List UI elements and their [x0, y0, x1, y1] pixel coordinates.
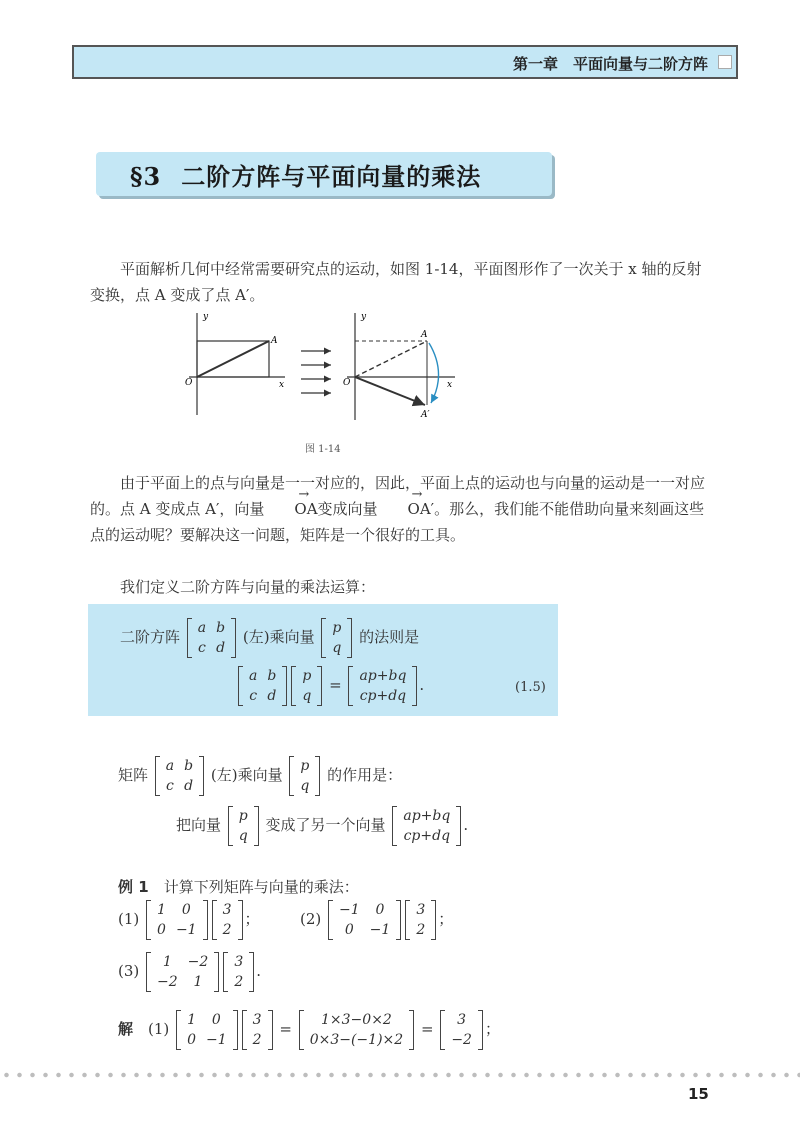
definition-mid: (左)乘向量 — [242, 628, 315, 646]
example-1-heading — [118, 876, 359, 897]
effect-mid: (左)乘向量 — [210, 766, 283, 784]
left-vector-oa — [197, 341, 269, 377]
solution-result: 3 −2 — [440, 1010, 483, 1050]
effect-result: ap+bq cp+dq — [392, 806, 461, 846]
footer-dots — [0, 1071, 800, 1079]
figure-caption: 图 1-14 — [305, 444, 341, 455]
example-matrix-3: 1 −2 −2 1 — [146, 952, 219, 992]
example-semi-1: ； — [244, 910, 260, 928]
right-vector-oa-prime — [355, 377, 425, 405]
left-a-label: A — [271, 336, 278, 346]
matrix-abcd: a b c d — [187, 618, 236, 658]
formula-vector: p q — [291, 666, 322, 706]
effect-line2-prefix: 把向量 — [176, 816, 222, 834]
reflection-arc — [429, 343, 439, 403]
paragraph-point-vector — [90, 470, 710, 548]
part-3-label: (3) — [118, 962, 140, 980]
equation-number: (1.5) — [515, 680, 546, 695]
example-vector-1: 3 2 — [212, 900, 243, 940]
right-a-prime-label: A′ — [421, 410, 430, 420]
vector-oa-prime: → OA′ — [378, 496, 435, 522]
example-label: 例 1 — [118, 878, 149, 896]
definition-intro: 我们定义二阶方阵与向量的乘法运算： — [120, 578, 376, 596]
effect-line2-end: . — [463, 816, 469, 834]
left-o-label: O — [185, 378, 193, 388]
header-decoration — [718, 55, 732, 69]
formula-result: ap+bq cp+dq — [348, 666, 417, 706]
intro-paragraph: 平面解析几何中经常需要研究点的运动，如图 1-14，平面图形作了一次关于 x 轴的反射变换，点 A 变成了点 A′。 — [90, 260, 702, 304]
reflection-figure — [175, 305, 475, 425]
para2-part3: 。那么，我们能不能借助向量来刻画这些点的运动呢？要解决这一问题，矩阵是一个很好的工具。 — [90, 500, 705, 544]
right-y-label: y — [361, 312, 367, 322]
section-banner — [96, 152, 552, 196]
solution-expr: 1×3−0×2 0×3−(−1)×2 — [299, 1010, 414, 1050]
effect-vector: p q — [289, 756, 320, 796]
chapter-header — [72, 45, 738, 79]
definition-prefix: 二阶方阵 — [120, 628, 181, 646]
definition-line-1 — [120, 618, 419, 658]
right-o-label: O — [343, 378, 351, 388]
vector-pq: p q — [321, 618, 352, 658]
example-part-1 — [118, 900, 260, 940]
formula-equals: = — [329, 676, 342, 694]
solution-vector: 3 2 — [242, 1010, 273, 1050]
effect-vector-pq: p q — [228, 806, 259, 846]
example-matrix-1: 1 0 0 −1 — [146, 900, 208, 940]
example-vector-3: 3 2 — [223, 952, 254, 992]
page-number: 15 — [688, 1085, 709, 1103]
definition-formula — [236, 666, 424, 706]
example-matrix-2: −1 0 0 −1 — [328, 900, 401, 940]
section-title: 二阶方阵与平面向量的乘法 — [181, 163, 482, 191]
right-x-label: x — [447, 380, 453, 390]
solution-line — [118, 1010, 500, 1050]
para2-part1: 由于平面上的点与向量是一一对应的，因此，平面上点的运动也与向量的运动是一一对应的。点 A 变成点 A′，向量 — [90, 474, 706, 518]
effect-line2-mid: 变成了另一个向量 — [265, 816, 386, 834]
left-x-label: x — [279, 380, 285, 390]
right-dashed-oa — [355, 341, 427, 377]
example-semi-2: ； — [438, 910, 454, 928]
solution-equals-1: = — [279, 1020, 292, 1038]
para2-part2: 变成向量 — [317, 500, 378, 518]
example-part-2 — [300, 900, 453, 940]
formula-end: . — [419, 676, 425, 694]
solution-part: (1) — [148, 1020, 170, 1038]
chapter-title: 第一章 平面向量与二阶方阵 — [512, 55, 708, 73]
example-end: . — [256, 962, 262, 980]
part-2-label: (2) — [300, 910, 322, 928]
vector-oa: → OA — [264, 496, 317, 522]
solution-semi: ； — [484, 1020, 500, 1038]
effect-line-2 — [176, 806, 468, 846]
example-part-3 — [118, 952, 261, 992]
effect-suffix: 的作用是： — [327, 766, 403, 784]
effect-matrix: a b c d — [155, 756, 204, 796]
part-1-label: (1) — [118, 910, 140, 928]
section-heading — [130, 157, 481, 192]
effect-line-1 — [118, 756, 402, 796]
definition-suffix: 的法则是 — [359, 628, 420, 646]
section-number: §3 — [130, 162, 162, 191]
example-vector-2: 3 2 — [405, 900, 436, 940]
solution-matrix: 1 0 0 −1 — [176, 1010, 238, 1050]
example-text: 计算下列矩阵与向量的乘法： — [163, 878, 359, 896]
left-y-label: y — [203, 312, 209, 322]
right-a-label: A — [421, 330, 428, 340]
effect-prefix: 矩阵 — [118, 766, 149, 784]
solution-equals-2: = — [420, 1020, 434, 1038]
solution-label: 解 — [118, 1020, 134, 1038]
formula-matrix: a b c d — [238, 666, 287, 706]
